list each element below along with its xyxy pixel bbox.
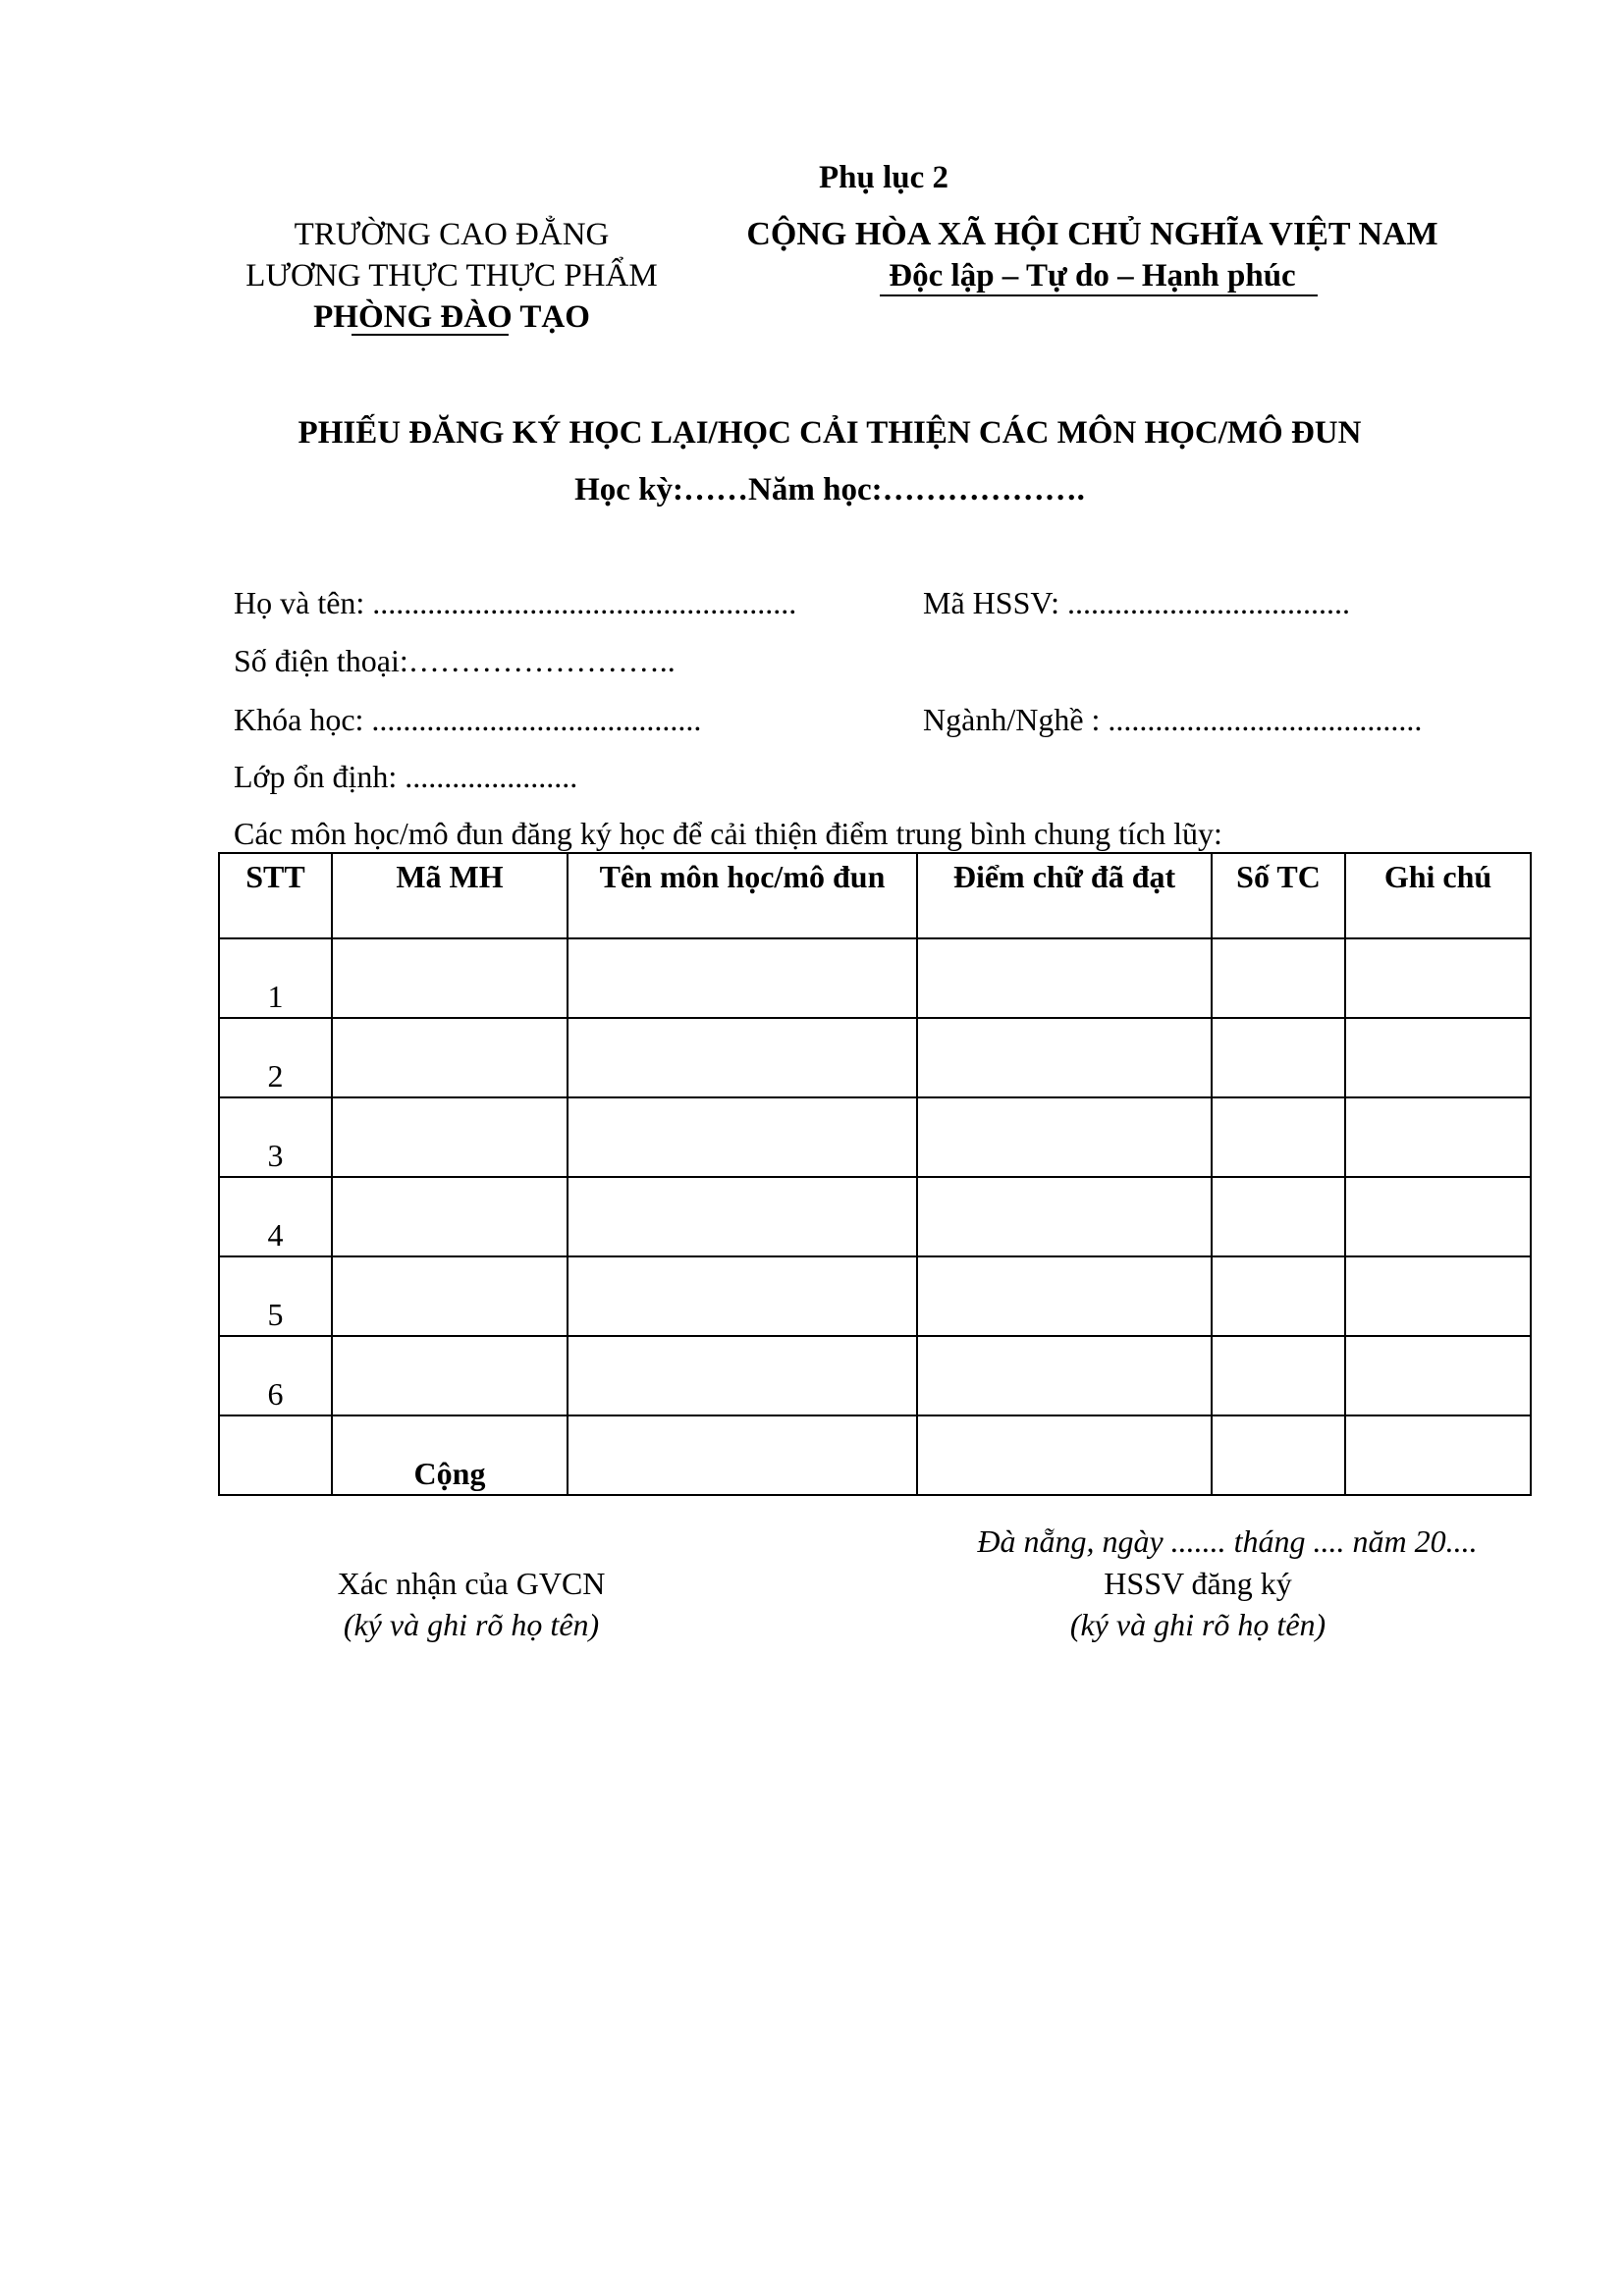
cell-credits[interactable]	[1212, 1336, 1345, 1415]
cell-subject-code[interactable]	[332, 938, 568, 1018]
cell-notes[interactable]	[1345, 1177, 1531, 1256]
cell-notes[interactable]	[1345, 938, 1531, 1018]
cell-subject-name[interactable]	[568, 1177, 917, 1256]
row-stt: 2	[219, 1018, 332, 1097]
cell-letter-grade[interactable]	[917, 1336, 1212, 1415]
cell-credits[interactable]	[1212, 1097, 1345, 1177]
school-name-line1: TRƯỜNG CAO ĐẲNG	[294, 217, 610, 252]
cell-letter-grade[interactable]	[917, 1256, 1212, 1336]
cell-subject-name[interactable]	[568, 1336, 917, 1415]
nation-title: CỘNG HÒA XÃ HỘI CHỦ NGHĨA VIỆT NAM	[746, 216, 1438, 252]
homeroom-teacher-title: Xác nhận của GVCN	[337, 1566, 606, 1601]
cell-subject-name[interactable]	[568, 1097, 917, 1177]
header-letter-grade: Điểm chữ đã đạt	[917, 853, 1212, 938]
cell-letter-grade[interactable]	[917, 938, 1212, 1018]
school-name-line2: LƯƠNG THỰC THỰC PHẨM	[245, 258, 658, 294]
department-underline	[352, 334, 509, 336]
cell-letter-grade[interactable]	[917, 1177, 1212, 1256]
field-course: Khóa học: ..........................................	[234, 702, 702, 737]
total-notes	[1345, 1415, 1531, 1495]
department-name: PHÒNG ĐÀO TẠO	[313, 299, 590, 335]
total-credits[interactable]	[1212, 1415, 1345, 1495]
student-signature-note: (ký và ghi rõ họ tên)	[1069, 1607, 1326, 1642]
row-stt: 1	[219, 938, 332, 1018]
cell-letter-grade[interactable]	[917, 1097, 1212, 1177]
header-subject-name: Tên môn học/mô đun	[568, 853, 917, 938]
header-subject-code: Mã MH	[332, 853, 568, 938]
signature-date-line: Đà nẵng, ngày ....... tháng .... năm 20....	[977, 1523, 1478, 1559]
table-row	[219, 1018, 1531, 1097]
header-stt: STT	[219, 853, 332, 938]
cell-subject-name[interactable]	[568, 1018, 917, 1097]
motto-underline	[880, 294, 1318, 296]
cell-credits[interactable]	[1212, 938, 1345, 1018]
total-subject-name	[568, 1415, 917, 1495]
cell-notes[interactable]	[1345, 1336, 1531, 1415]
subject-table	[218, 852, 1532, 1496]
field-major: Ngành/Nghề : ........................................	[923, 702, 1423, 737]
cell-credits[interactable]	[1212, 1018, 1345, 1097]
nation-motto: Độc lập – Tự do – Hạnh phúc	[889, 258, 1296, 294]
row-stt: 3	[219, 1097, 332, 1177]
cell-letter-grade[interactable]	[917, 1018, 1212, 1097]
field-class: Lớp ổn định: ......................	[234, 759, 578, 794]
header-credits: Số TC	[1212, 853, 1345, 938]
row-stt: 5	[219, 1256, 332, 1336]
cell-subject-name[interactable]	[568, 938, 917, 1018]
field-student-code: Mã HSSV: ....................................	[923, 585, 1350, 620]
subjects-intro: Các môn học/mô đun đăng ký học để cải thiện điểm trung bình chung tích lũy:	[234, 816, 1222, 851]
row-stt: 4	[219, 1177, 332, 1256]
cell-subject-code[interactable]	[332, 1097, 568, 1177]
form-title: PHIẾU ĐĂNG KÝ HỌC LẠI/HỌC CẢI THIỆN CÁC MÔN HỌC/MÔ ĐUN	[298, 415, 1362, 451]
cell-notes[interactable]	[1345, 1256, 1531, 1336]
table-row	[219, 1336, 1531, 1415]
cell-notes[interactable]	[1345, 1097, 1531, 1177]
table-row	[219, 938, 1531, 1018]
total-stt	[219, 1415, 332, 1495]
cell-subject-name[interactable]	[568, 1256, 917, 1336]
table-header-row	[219, 853, 1531, 938]
header-notes: Ghi chú	[1345, 853, 1531, 938]
homeroom-teacher-note: (ký và ghi rõ họ tên)	[343, 1607, 600, 1642]
field-phone: Số điện thoại:……………………..	[234, 643, 676, 678]
student-signature-title: HSSV đăng ký	[1104, 1566, 1292, 1601]
total-letter-grade	[917, 1415, 1212, 1495]
appendix-label: Phụ lục 2	[818, 160, 949, 195]
table-row	[219, 1256, 1531, 1336]
semester-line: Học kỳ:……Năm học:……………….	[574, 472, 1085, 507]
cell-subject-code[interactable]	[332, 1256, 568, 1336]
table-row	[219, 1097, 1531, 1177]
row-stt: 6	[219, 1336, 332, 1415]
cell-subject-code[interactable]	[332, 1177, 568, 1256]
total-label: Cộng	[332, 1415, 568, 1495]
cell-credits[interactable]	[1212, 1256, 1345, 1336]
field-full-name: Họ và tên: ......................................................	[234, 585, 797, 620]
cell-notes[interactable]	[1345, 1018, 1531, 1097]
table-total-row	[219, 1415, 1531, 1495]
cell-subject-code[interactable]	[332, 1018, 568, 1097]
cell-subject-code[interactable]	[332, 1336, 568, 1415]
cell-credits[interactable]	[1212, 1177, 1345, 1256]
table-row	[219, 1177, 1531, 1256]
